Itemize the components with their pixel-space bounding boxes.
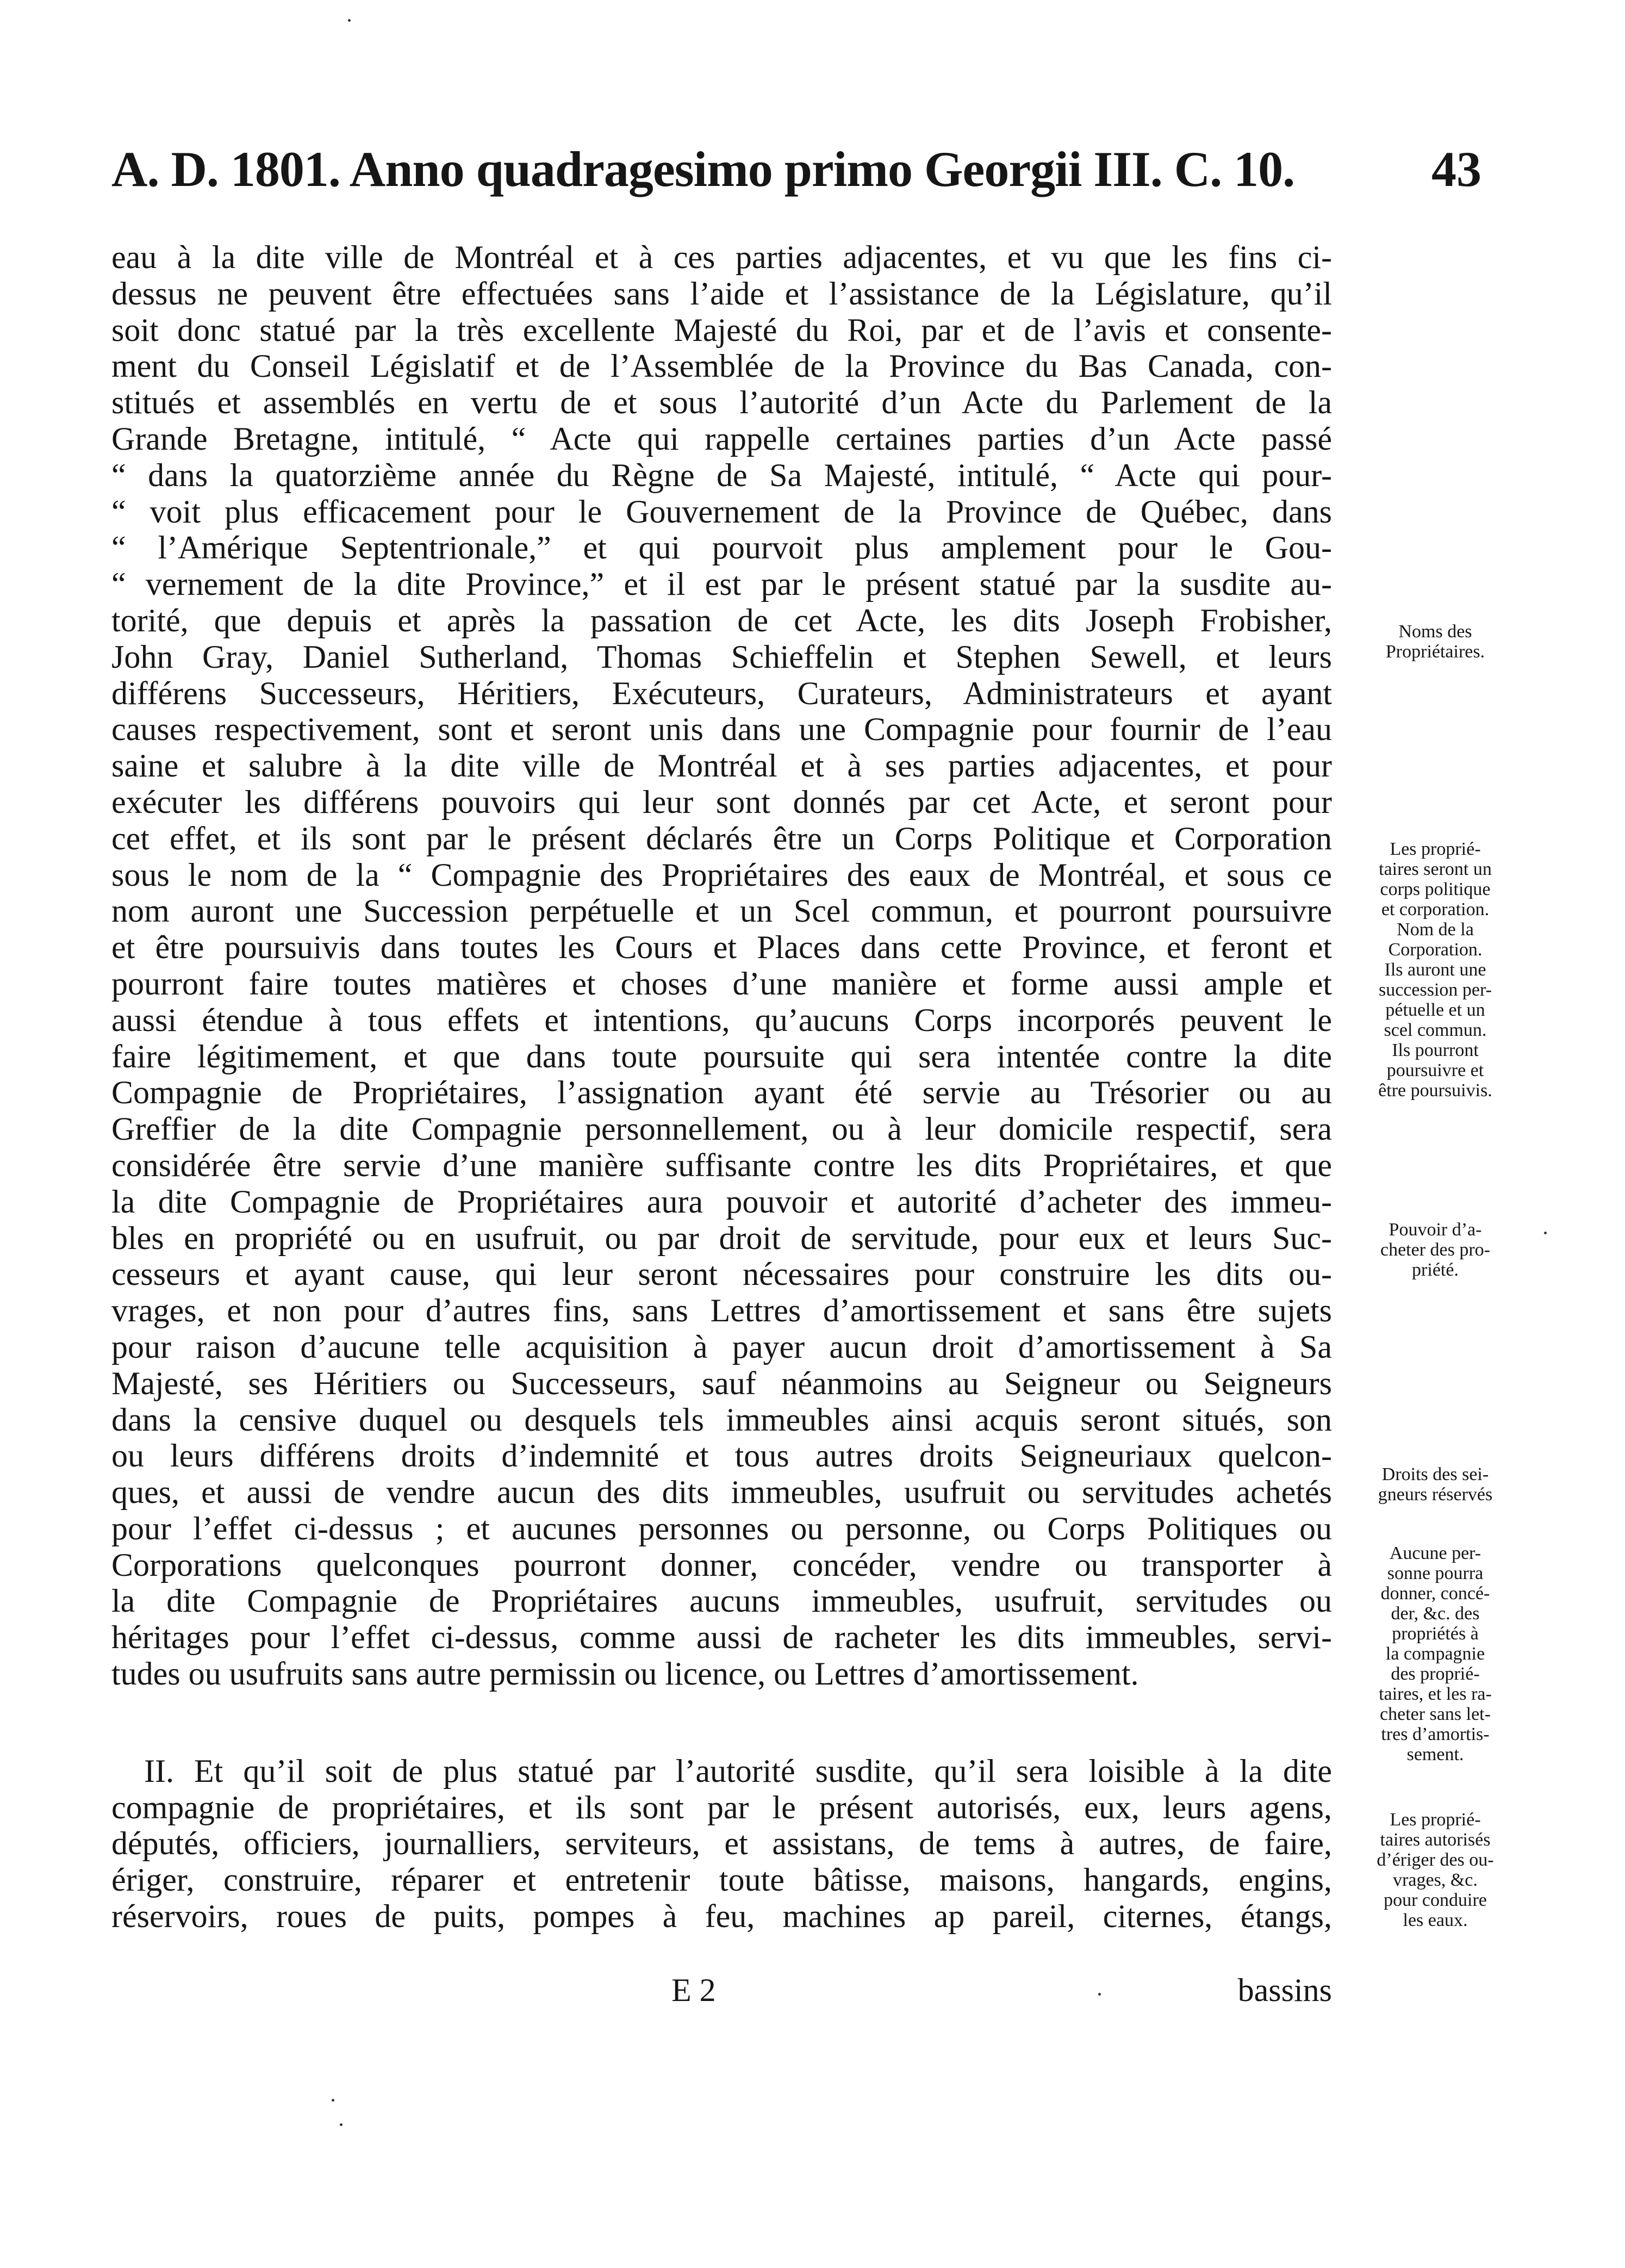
marginal-line: sonne pourra [1387, 1563, 1484, 1583]
marginal-line: tres d’amortis- [1381, 1724, 1490, 1744]
text-line: Grande Bretagne, intitulé, “ Acte qui rappelle certaines parties d’un Acte passé [111, 420, 1332, 457]
text-line: saine et salubre à la dite ville de Montréal et à ses parties adjacentes, et pour [111, 748, 1332, 784]
text-line: dessus ne peuvent être effectuées sans l’aide et l’assistance de la Législature, qu’il [111, 275, 1332, 312]
marginal-line: Droits des sei- [1381, 1464, 1489, 1484]
marginal-line: taires seront un [1379, 859, 1492, 879]
marginal-line: et corporation. [1381, 899, 1490, 919]
text-line: torité, que depuis et après la passation de cet Acte, les dits Joseph Frobisher, [111, 602, 1332, 638]
catchword: bassins [1237, 1972, 1332, 2008]
marginal-line: Nom de la [1397, 919, 1474, 940]
marginal-note-seigneur-rights [1359, 1464, 1511, 1505]
marginal-line: Les proprié- [1390, 839, 1481, 859]
text-line: pourront faire toutes matières et choses d’une manière et forme aussi ample et [111, 965, 1332, 1002]
marginal-line: Aucune per- [1389, 1543, 1481, 1563]
text-line: ques, et aussi de vendre aucun des dits immeubles, usufruit ou servitudes achetés [111, 1474, 1332, 1511]
text-line: ou leurs différens droits d’indemnité et tous autres droits Seigneuriaux quelcon- [111, 1438, 1332, 1474]
text-line: Compagnie de Propriétaires, l’assignation ayant été servie au Trésorier ou au [111, 1074, 1332, 1111]
marginal-line: Propriétaires. [1385, 642, 1485, 662]
text-line: considérée être servie d’une manière suffisante contre les dits Propriétaires, et que [111, 1147, 1332, 1183]
text-line: pour raison d’aucune telle acquisition à payer aucun droit d’amortissement à Sa [111, 1328, 1332, 1365]
text-line: aussi étendue à tous effets et intentions, qu’aucuns Corps incorporés peuvent le [111, 1002, 1332, 1038]
text-line: “ l’Amérique Septentrionale,” et qui pourvoit plus amplement pour le Gou- [111, 530, 1332, 566]
marginal-line: taires autorisés [1380, 1830, 1491, 1850]
text-line: cesseurs et ayant cause, qui leur seront nécessaires pour construire les dits ou- [111, 1256, 1332, 1293]
header-title: A. D. 1801. Anno quadragesimo primo Georgii III. C. 10. [111, 141, 1295, 197]
marginal-note-no-person [1359, 1543, 1511, 1764]
text-line: et être poursuivis dans toutes les Cours et Places dans cette Province, et feront et [111, 929, 1332, 966]
print-speck [1544, 1232, 1547, 1234]
text-line: John Gray, Daniel Sutherland, Thomas Schieffelin et Stephen Sewell, et leurs [111, 638, 1332, 675]
text-line: faire légitimement, et que dans toute poursuite qui sera intentée contre la dite [111, 1038, 1332, 1074]
text-line: vrages, et non pour d’autres fins, sans Lettres d’amortissement et sans être sujets [111, 1293, 1332, 1329]
print-speck [340, 2123, 343, 2126]
section-two-line: ériger, construire, réparer et entretenir toute bâtisse, maisons, hangards, engins, [111, 1862, 1332, 1898]
text-line: cet effet, et ils sont par le présent déclarés être un Corps Politique et Corporation [111, 820, 1332, 856]
signature-mark: E 2 [671, 1972, 716, 2008]
marginal-line: la compagnie [1385, 1644, 1485, 1664]
text-line: la dite Compagnie de Propriétaires aucuns immeubles, usufruit, servitudes ou [111, 1583, 1332, 1619]
section-gap [111, 1692, 1332, 1753]
text-line: nom auront une Succession perpétuelle et un Scel commun, et pourront poursuivre [111, 893, 1332, 929]
text-line: “ vernement de la dite Province,” et il est par le présent statué par la susdite au- [111, 566, 1332, 602]
section-two-line: compagnie de propriétaires, et ils sont par le présent autorisés, eux, leurs agens, [111, 1789, 1332, 1825]
text-line: ment du Conseil Législatif et de l’Assemblée de la Province du Bas Canada, con- [111, 348, 1332, 384]
marginal-line: der, &c. des [1391, 1604, 1480, 1624]
text-line: soit donc statué par la très excellente Majesté du Roi, par et de l’avis et consente- [111, 312, 1332, 348]
print-speck [1098, 1993, 1101, 1996]
page-footer [111, 1971, 1332, 2009]
text-line: eau à la dite ville de Montréal et à ces parties adjacentes, et vu que les fins ci- [111, 239, 1332, 275]
marginal-line: des proprié- [1391, 1664, 1480, 1684]
marginal-line: vrages, &c. [1393, 1870, 1478, 1890]
text-line: “ voit plus efficacement pour le Gouvernement de la Province de Québec, dans [111, 493, 1332, 530]
print-speck [332, 2099, 334, 2102]
marginal-note-corporation [1359, 839, 1511, 1101]
marginal-line: Ils auront une [1384, 960, 1486, 980]
marginal-line: Noms des [1398, 622, 1472, 642]
marginal-line: d’ériger des ou- [1377, 1850, 1494, 1870]
marginal-line: cheter des pro- [1380, 1240, 1490, 1260]
marginal-line: succession per- [1379, 980, 1492, 1000]
text-line: pour l’effet ci-dessus ; et aucunes personnes ou personne, ou Corps Politiques ou [111, 1510, 1332, 1546]
text-line: “ dans la quatorzième année du Règne de Sa Majesté, intitulé, “ Acte qui pour- [111, 457, 1332, 493]
marginal-note-works [1359, 1810, 1511, 1930]
text-line: causes respectivement, sont et seront unis dans une Compagnie pour fournir de l’eau [111, 711, 1332, 748]
marginal-line: gneurs réservés [1378, 1484, 1493, 1505]
text-line: la dite Compagnie de Propriétaires aura pouvoir et autorité d’acheter des immeu- [111, 1183, 1332, 1220]
section-two-line: réservoirs, roues de puits, pompes à feu, machines ap pareil, citernes, étangs, [111, 1898, 1332, 1935]
marginal-line: propriétés à [1392, 1624, 1479, 1644]
marginal-line: cheter sans let- [1380, 1704, 1491, 1724]
marginal-note-purchase [1359, 1220, 1511, 1280]
text-line: tudes ou usufruits sans autre permissin ou licence, ou Lettres d’amortissement. [111, 1656, 1139, 1692]
marginal-note-names [1359, 622, 1511, 662]
page-number: 43 [1431, 141, 1481, 197]
marginal-line: Corporation. [1388, 940, 1483, 960]
text-line: héritages pour l’effet ci-dessus, comme aussi de racheter les dits immeubles, servi- [111, 1619, 1332, 1656]
text-line: exécuter les différens pouvoirs qui leur sont donnés par cet Acte, et seront pour [111, 784, 1332, 820]
marginal-line: les eaux. [1403, 1910, 1468, 1930]
marginal-line: pétuelle et un [1385, 1000, 1485, 1020]
text-line: Majesté, ses Héritiers ou Successeurs, sauf néanmoins au Seigneur ou Seigneurs [111, 1365, 1332, 1401]
marginal-line: Les proprié- [1390, 1810, 1481, 1830]
marginal-line: corps politique [1380, 879, 1491, 899]
main-text [111, 239, 1332, 1935]
marginal-line: être poursuivis. [1378, 1080, 1492, 1101]
marginal-line: Pouvoir d’a- [1389, 1220, 1482, 1240]
text-line: sous le nom de la “ Compagnie des Propriétaires des eaux de Montréal, et sous ce [111, 856, 1332, 893]
marginal-line: scel commun. [1384, 1020, 1487, 1040]
running-header [111, 140, 1481, 200]
marginal-line: pour conduire [1384, 1890, 1487, 1910]
marginal-line: donner, concé- [1380, 1583, 1490, 1604]
section-two-line: députés, officiers, journalliers, serviteurs, et assistans, de tems à autres, de faire, [111, 1825, 1332, 1862]
text-line: Corporations quelconques pourront donner, concéder, vendre ou transporter à [111, 1546, 1332, 1583]
text-line: dans la censive duquel ou desquels tels immeubles ainsi acquis seront situés, son [111, 1401, 1332, 1438]
marginal-line: taires, et les ra- [1379, 1684, 1492, 1704]
text-line: stitués et assemblés en vertu de et sous l’autorité d’un Acte du Parlement de la [111, 384, 1332, 421]
text-line: différens Successeurs, Héritiers, Exécuteurs, Curateurs, Administrateurs et ayant [111, 675, 1332, 711]
section-two-line: II. Et qu’il soit de plus statué par l’autorité susdite, qu’il sera loisible à la dite [144, 1753, 1332, 1789]
marginal-line: poursuivre et [1386, 1060, 1484, 1080]
text-line: bles en propriété ou en usufruit, ou par droit de servitude, pour eux et leurs Suc- [111, 1220, 1332, 1256]
print-speck [348, 19, 351, 22]
marginal-line: sement. [1406, 1744, 1464, 1764]
marginal-line: Ils pourront [1392, 1040, 1479, 1060]
marginal-line: priété. [1412, 1260, 1459, 1280]
text-line: Greffier de la dite Compagnie personnellement, ou à leur domicile respectif, sera [111, 1111, 1332, 1147]
